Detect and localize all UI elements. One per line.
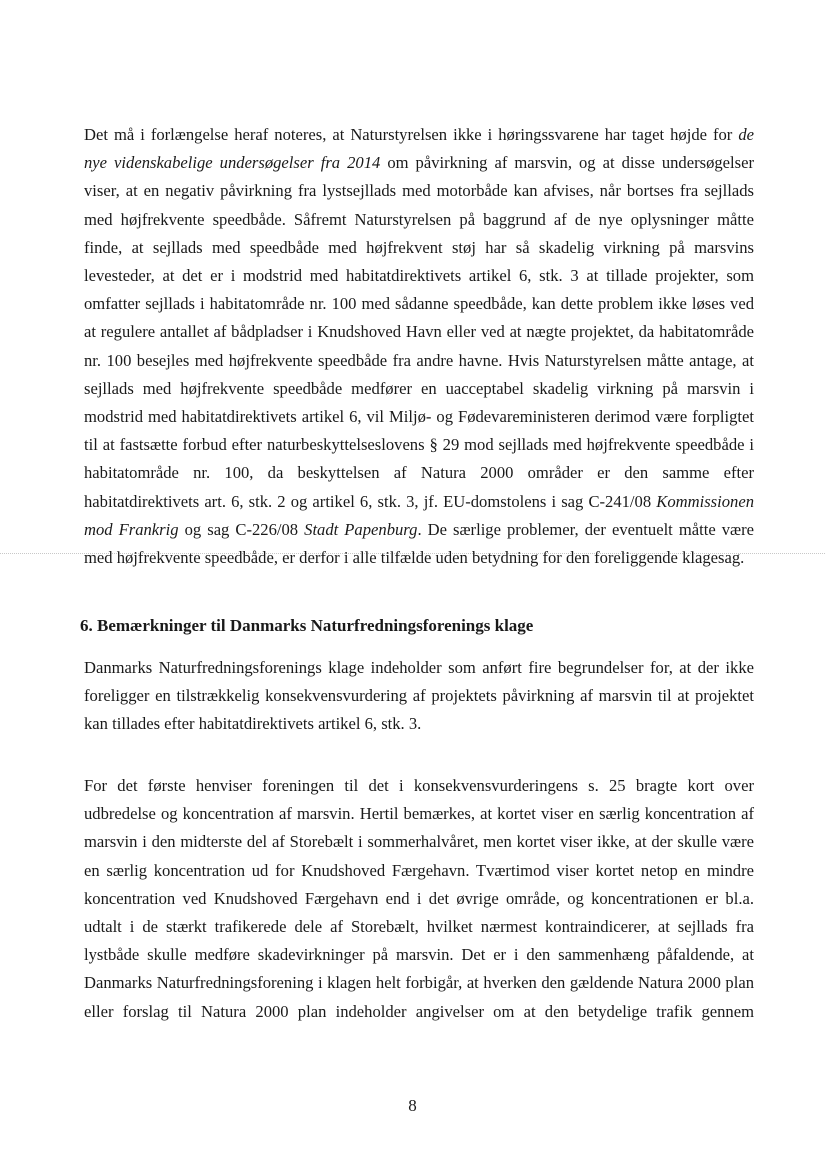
line-text: mod Frankrig og sag C-226/08 Stadt Papenburg. De særlige problemer, der eventuelt måtte være: [84, 519, 754, 539]
paragraph-line: Danmarks Naturfredningsforenings klage indeholder som anført fire begrundelser for, at der ikke: [84, 658, 754, 677]
paragraph-line: eller forslag til Natura 2000 plan indeholder angivelser om at den betydelige trafik gennem: [84, 1001, 754, 1021]
paragraph-dn-klage: [84, 654, 754, 739]
paragraph-line: For det første henviser foreningen til det i konsekvensvurderingens s. 25 bragte kort over: [84, 776, 754, 795]
paragraph-line: sejllads med højfrekvente speedbåde medfører en uacceptabel skadelig virkning på marsvin i: [84, 378, 754, 398]
paragraph-line: kan tillades efter habitatdirektivets artikel 6, stk. 3.: [84, 714, 422, 734]
line-text: Det må i forlængelse heraf noteres, at Naturstyrelsen ikke i høringssvarene har taget højde for de: [84, 125, 754, 144]
paragraph-line: udbredelse og koncentration af marsvin. Hertil bemærkes, at kortet viser en særlig koncentration af: [84, 804, 754, 824]
line-text: habitatdirektivets art. 6, stk. 2 og artikel 6, stk. 3, jf. EU-domstolens i sag C-241/08 Kommissionen: [84, 491, 754, 511]
paragraph-line: [84, 121, 754, 149]
paragraph-line: finde, at sejllads med speedbåde med højfrekvent støj har så skadelig virkning på marsvins: [84, 237, 754, 257]
paragraph-line: modstrid med habitatdirektivets artikel 6, vil Miljø- og Fødevareministeren derimod være forpligtet: [84, 407, 754, 427]
paragraph-line: [84, 149, 754, 177]
page-number: 8: [408, 1096, 417, 1115]
paragraph-line: [84, 488, 754, 516]
paragraph-line: habitatområde nr. 100, da beskyttelsen af Natura 2000 områder er den samme efter: [84, 463, 754, 483]
paragraph-line: til at fastsætte forbud efter naturbeskyttelseslovens § 29 mod sejllads med højfrekvente speedbåde i: [84, 435, 754, 455]
paragraph-line: viser, at en negativ påvirkning fra lystsejllads med motorbåde kan afvises, når bortses fra sejllads: [84, 181, 754, 201]
paragraph-naturstyrelsen: [84, 121, 754, 572]
paragraph-line: nr. 100 besejles med højfrekvente speedbåde fra andre havne. Hvis Naturstyrelsen måtte antage, at: [84, 350, 754, 370]
paragraph-foerste-begrundelse: [84, 772, 754, 1026]
paragraph-line: [84, 516, 754, 544]
paragraph-line: koncentration ved Knudshoved Færgehavn end i det øvrige område, og koncentrationen er bl.a.: [84, 888, 754, 908]
line-text: nye videnskabelige undersøgelser fra 2014 om påvirkning af marsvin, og at disse undersøgelser: [84, 153, 754, 173]
paragraph-line: lystbåde skulle medføre skadevirkninger på marsvin. Det er i den sammenhæng påfaldende, at: [84, 945, 754, 965]
paragraph-line: Danmarks Naturfredningsforening i klagen helt forbigår, at hverken den gældende Natura 2000 plan: [84, 973, 754, 993]
paragraph-line: marsvin i den midterste del af Storebælt i sommerhalvåret, men kortet viser ikke, at der skulle være: [84, 832, 754, 852]
paragraph-line: en særlig koncentration ud for Knudshoved Færgehavn. Tværtimod viser kortet netop en mindre: [84, 860, 754, 880]
paragraph-line: foreligger en tilstrækkelig konsekvensvurdering af projektets påvirkning af marsvin til at projektet: [84, 686, 754, 706]
paragraph-line: udtalt i de stærkt trafikerede dele af Storebælt, hvilket nærmest kontraindicerer, at sejllads fra: [84, 917, 754, 937]
paragraph-line: levesteder, at det er i modstrid med habitatdirektivets artikel 6, stk. 3 at tillade projekter, som: [84, 266, 754, 286]
paragraph-line: omfatter sejllads i habitatområde nr. 100 med sådanne speedbåde, kan dette problem ikke løses ved: [84, 294, 754, 314]
section-heading: 6. Bemærkninger til Danmarks Naturfredningsforenings klage: [80, 616, 534, 635]
paragraph-line: med højfrekvente speedbåde. Såfremt Naturstyrelsen på baggrund af de nye oplysninger måtte: [84, 209, 754, 229]
paragraph-line: med højfrekvente speedbåde, er derfor i alle tilfælde uden betydning for den foreliggende klagesag.: [84, 548, 745, 568]
paragraph-line: at regulere antallet af bådpladser i Knudshoved Havn eller ved at nægte projektet, da habitatområde: [84, 322, 754, 342]
